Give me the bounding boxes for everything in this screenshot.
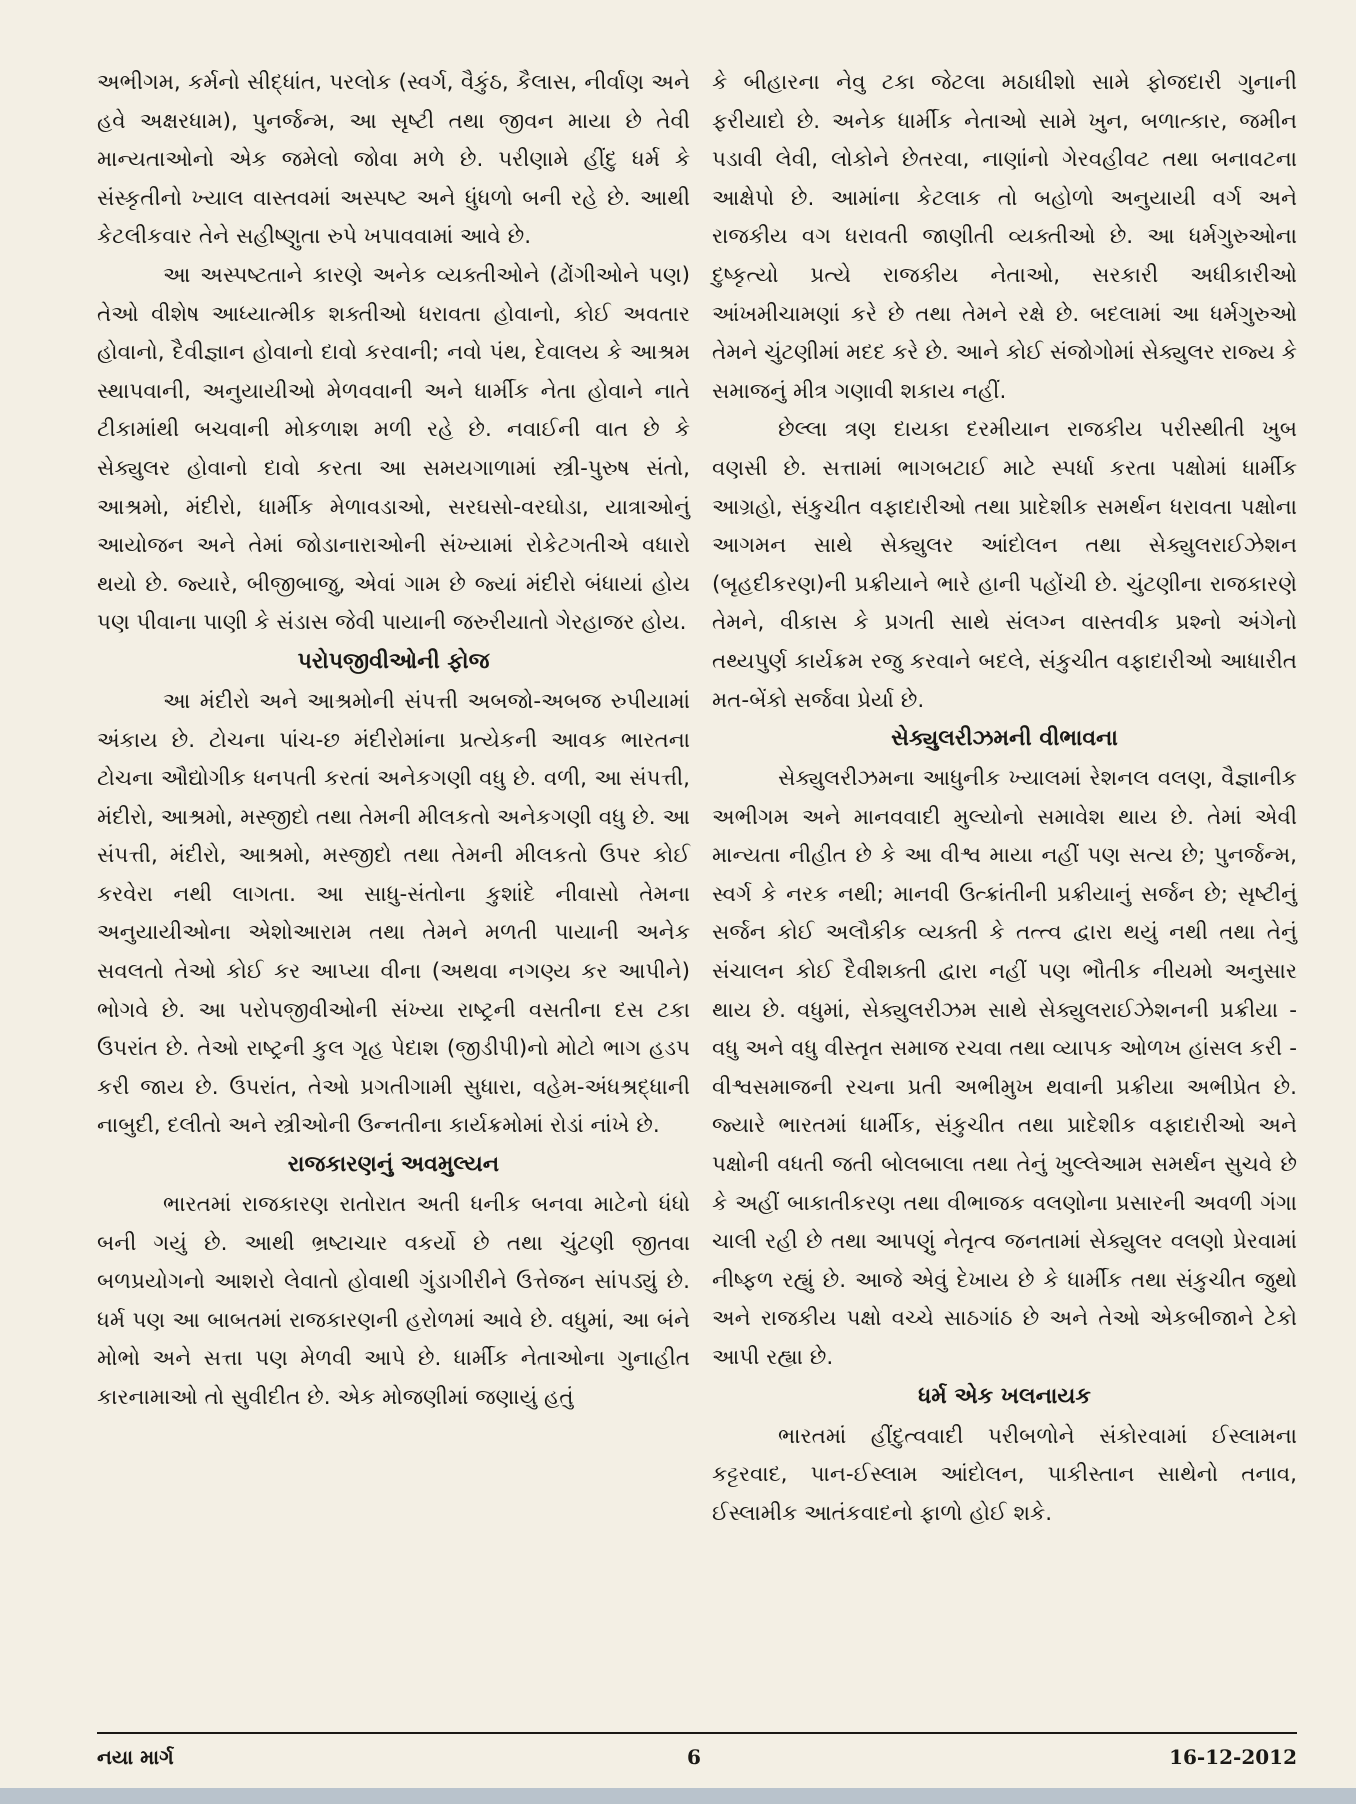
section-heading: ધર્મ એક ખલનાયક xyxy=(918,1383,1091,1409)
paragraph: આ અસ્પષ્ટતાને કારણે અનેક વ્યક્તીઓને (ઢોંગીઓને પણ) તેઓ વીશેષ આધ્યાત્મીક શક્તીઓ ધરાવતા હોવાનો, કોઈ અવતાર હોવાનો, દૈવીજ્ઞાન હોવાનો દાવો કરવાની; નવો પંથ, દેવાલય કે આશ્રમ સ્થાપવાની, અનુયાયીઓ મેળવવાની અને ધાર્મીક નેતા હોવાને નાતે ટીકામાંથી બચવાની મોકળાશ મળી રહે છે. નવાઈની વાત છે કે સેક્યુલર હોવાનો દાવો કરતા આ સમયગાળામાં સ્ત્રી-પુરુષ સંતો, આશ્રમો, મંદીરો, ધાર્મીક મેળાવડાઓ, સરઘસો-વરઘોડા, યાત્રાઓનું આયોજન અને તેમાં જોડાનારાઓની સંખ્યામાં રોકેટગતીએ વધારો થયો છે. જ્યારે, બીજીબાજુ, એવાં ગામ છે જ્યાં મંદીરો બંધાયાં હોય પણ પીવાના પાણી કે સંડાસ જેવી પાયાની જરુરીયાતો ગેરહાજર હોય. xyxy=(97,262,690,636)
section-heading: રાજકારણનું અવમુલ્યન xyxy=(287,1152,500,1178)
scan-edge xyxy=(0,1788,1356,1804)
publication-name: નયા માર્ગ xyxy=(97,1745,174,1769)
page-number: 6 xyxy=(687,1745,701,1769)
paragraph: ભારતમાં રાજકારણ રાતોરાત અતી ધનીક બનવા માટેનો ધંધો બની ગયું છે. આથી ભ્રષ્ટાચાર વકર્યો છે તથા ચુંટણી જીતવા બળપ્રયોગનો આશરો લેવાતો હોવાથી ગુંડાગીરીને ઉત્તેજન સાંપડ્યું છે. ધર્મ પણ આ બાબતમાં રાજકારણની હરોળમાં આવે છે. વધુમાં, આ બંને મોભો અને સત્તા પણ મેળવી આપે છે. ધાર્મીક નેતાઓના ગુનાહીત કારનામાઓ તો સુવીદીત છે. એક મોજણીમાં જણાયું હતું xyxy=(97,1192,690,1410)
issue-date: 16-12-2012 xyxy=(1169,1745,1297,1769)
left-column xyxy=(97,64,690,1418)
page-footer xyxy=(97,1745,1297,1775)
right-column xyxy=(712,64,1297,1533)
paragraph: ભારતમાં હીંદુત્વવાદી પરીબળોને સંકોરવામાં ઈસ્લામના કટ્ટરવાદ, પાન-ઈસ્લામ આંદોલન, પાકીસ્તાન સાથેનો તનાવ, ઈસ્લામીક આતંકવાદનો ફાળો હોઈ શકે. xyxy=(712,1423,1297,1526)
section-heading: સેક્યુલરીઝમની વીભાવના xyxy=(891,726,1118,752)
section-heading: પરોપજીવીઓની ફોજ xyxy=(297,648,490,674)
footer-rule xyxy=(97,1732,1297,1734)
paragraph: અભીગમ, કર્મનો સીદ્ધાંત, પરલોક (સ્વર્ગ, વૈકુંઠ, કૈલાસ, નીર્વાણ અને હવે અક્ષરધામ), પુનર્જન્મ, આ સૃષ્ટી તથા જીવન માયા છે તેવી માન્યતાઓનો એક જમેલો જોવા મળે છે. પરીણામે હીંદુ ધર્મ કે સંસ્કૃતીનો ખ્યાલ વાસ્તવમાં અસ્પષ્ટ અને ધુંધળો બની રહે છે. આથી કેટલીકવાર તેને સહીષ્ણુતા રુપે ખપાવવામાં આવે છે. xyxy=(97,70,690,250)
paragraph: આ મંદીરો અને આશ્રમોની સંપત્તી અબજો-અબજ રુપીયામાં અંકાય છે. ટોચના પાંચ-છ મંદીરોમાંના પ્રત્યેકની આવક ભારતના ટોચના ઔદ્યોગીક ધનપતી કરતાં અનેકગણી વધુ છે. વળી, આ સંપત્તી, મંદીરો, આશ્રમો, મસ્જીદો તથા તેમની મીલકતો અનેકગણી વધુ છે. આ સંપત્તી, મંદીરો, આશ્રમો, મસ્જીદો તથા તેમની મીલકતો ઉપર કોઈ કરવેરા નથી લાગતા. આ સાધુ-સંતોના કુશાંદે નીવાસો તેમના અનુયાયીઓના એશોઆરામ તથા તેમને મળતી પાયાની અનેક સવલતો તેઓ કોઈ કર આપ્યા વીના (અથવા નગણ્ય કર આપીને) ભોગવે છે. આ પરોપજીવીઓની સંખ્યા રાષ્ટ્રની વસતીના દસ ટકા ઉપરાંત છે. તેઓ રાષ્ટ્રની કુલ ગૃહ પેદાશ (જીડીપી)નો મોટો ભાગ હડપ કરી જાય છે. ઉપરાંત, તેઓ પ્રગતીગામી સુધારા, વહેમ-અંધશ્રદ્ધાની નાબુદી, દલીતો અને સ્ત્રીઓની ઉન્નતીના કાર્યક્રમોમાં રોડાં નાંખે છે. xyxy=(97,688,690,1139)
paragraph: સેક્યુલરીઝમના આધુનીક ખ્યાલમાં રેશનલ વલણ, વૈજ્ઞાનીક અભીગમ અને માનવવાદી મુલ્યોનો સમાવેશ થાય છે. તેમાં એવી માન્યતા નીહીત છે કે આ વીશ્વ માયા નહીં પણ સત્ય છે; પુનર્જન્મ, સ્વર્ગ કે નરક નથી; માનવી ઉત્ક્રાંતીની પ્રક્રીયાનું સર્જન છે; સૃષ્ટીનું સર્જન કોઈ અલૌકીક વ્યક્તી કે તત્ત્વ દ્વારા થયું નથી તથા તેનું સંચાલન કોઈ દૈવીશક્તી દ્વારા નહીં પણ ભૌતીક નીયમો અનુસાર થાય છે. વધુમાં, સેક્યુલરીઝમ સાથે સેક્યુલરાઈઝેશનની પ્રક્રીયા - વધુ અને વધુ વીસ્તૃત સમાજ રચવા તથા વ્યાપક ઓળખ હાંસલ કરી - વીશ્વસમાજની રચના પ્રતી અભીમુખ થવાની પ્રક્રીયા અભીપ્રેત છે. જ્યારે ભારતમાં ધાર્મીક, સંકુચીત તથા પ્રાદેશીક વફાદારીઓ અને પક્ષોની વધતી જતી બોલબાલા તથા તેનું ખુલ્લેઆમ સમર્થન સુચવે છે કે અહીં બાકાતીકરણ તથા વીભાજક વલણોના પ્રસારની અવળી ગંગા ચાલી રહી છે તથા આપણું નેતૃત્વ જનતામાં સેક્યુલર વલણો પ્રેરવામાં નીષ્ફળ રહ્યું છે. આજે એવું દેખાય છે કે ધાર્મીક તથા સંકુચીત જુથો અને રાજકીય પક્ષો વચ્ચે સાઠગાંઠ છે અને તેઓ એકબીજાને ટેકો આપી રહ્યા છે. xyxy=(712,766,1297,1370)
paragraph: કે બીહારના નેવુ ટકા જેટલા મઠાધીશો સામે ફોજદારી ગુનાની ફરીયાદો છે. અનેક ધાર્મીક નેતાઓ સામે ખુન, બળાત્કાર, જમીન પડાવી લેવી, લોકોને છેતરવા, નાણાંનો ગેરવહીવટ તથા બનાવટના આક્ષેપો છે. આમાંના કેટલાક તો બહોળો અનુયાયી વર્ગ અને રાજકીય વગ ધરાવતી જાણીતી વ્યક્તીઓ છે. આ ધર્મગુરુઓના દુષ્કૃત્યો પ્રત્યે રાજકીય નેતાઓ, સરકારી અધીકારીઓ આંખમીચામણાં કરે છે તથા તેમને રક્ષે છે. બદલામાં આ ધર્મગુરુઓ તેમને ચુંટણીમાં મદદ કરે છે. આને કોઈ સંજોગોમાં સેક્યુલર રાજ્ય કે સમાજનું મીત્ર ગણાવી શકાય નહીં. xyxy=(712,70,1297,404)
paragraph: છેલ્લા ત્રણ દાયકા દરમીયાન રાજકીય પરીસ્થીતી ખુબ વણસી છે. સત્તામાં ભાગબટાઈ માટે સ્પર્ધા કરતા પક્ષોમાં ધાર્મીક આગ્રહો, સંકુચીત વફાદારીઓ તથા પ્રાદેશીક સમર્થન ધરાવતા પક્ષોના આગમન સાથે સેક્યુલર આંદોલન તથા સેક્યુલરાઈઝેશન (બૃહદીકરણ)ની પ્રક્રીયાને ભારે હાની પહોંચી છે. ચુંટણીના રાજકારણે તેમને, વીકાસ કે પ્રગતી સાથે સંલગ્ન વાસ્તવીક પ્રશ્નો અંગેનો તથ્યપુર્ણ કાર્યક્રમ રજુ કરવાને બદલે, સંકુચીત વફાદારીઓ આધારીત મત-બેંકો સર્જવા પ્રેર્યા છે. xyxy=(712,417,1297,713)
